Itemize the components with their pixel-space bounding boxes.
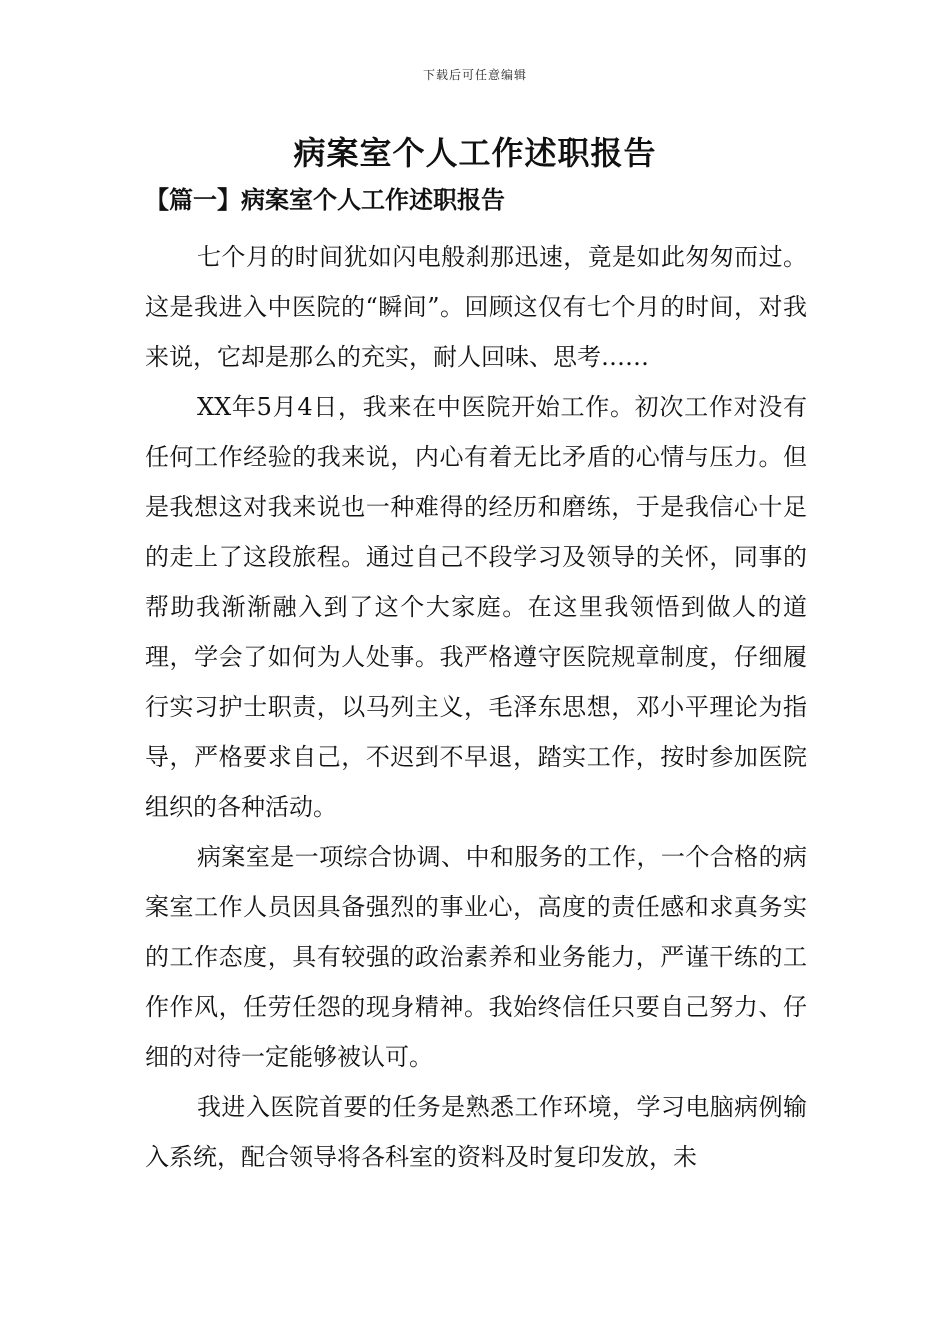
document-body	[145, 232, 807, 1182]
section-heading: 【篇一】病案室个人工作述职报告	[145, 185, 505, 214]
paragraph: 病案室是一项综合协调、中和服务的工作，一个合格的病案室工作人员因具备强烈的事业心，高度的责任感和求真务实的工作态度，具有较强的政治素养和业务能力，严谨干练的工作作风，任劳任怨的现身精神。我始终信任只要自己努力、仔细的对待一定能够被认可。	[145, 843, 807, 1071]
paragraph: 我进入医院首要的任务是熟悉工作环境，学习电脑病例输入系统，配合领导将各科室的资料及时复印发放，未	[145, 1093, 807, 1171]
document-title: 病案室个人工作述职报告	[293, 134, 657, 172]
paragraph: XX年5月4日，我来在中医院开始工作。初次工作对没有任何工作经验的我来说，内心有着无比矛盾的心情与压力。但是我想这对我来说也一种难得的经历和磨练，于是我信心十足的走上了这段旅程。通过自己不段学习及领导的关怀，同事的帮助我渐渐融入到了这个大家庭。在这里我领悟到做人的道理，学会了如何为人处事。我严格遵守医院规章制度，仔细履行实习护士职责，以马列主义，毛泽东思想，邓小平理论为指导，严格要求自己，不迟到不早退，踏实工作，按时参加医院组织的各种活动。	[145, 393, 807, 821]
paragraph: 七个月的时间犹如闪电般刹那迅速，竟是如此匆匆而过。这是我进入中医院的“瞬间”。回顾这仅有七个月的时间，对我来说，它却是那么的充实，耐人回味、思考……	[145, 243, 807, 371]
header-note: 下载后可任意编辑	[422, 68, 527, 82]
